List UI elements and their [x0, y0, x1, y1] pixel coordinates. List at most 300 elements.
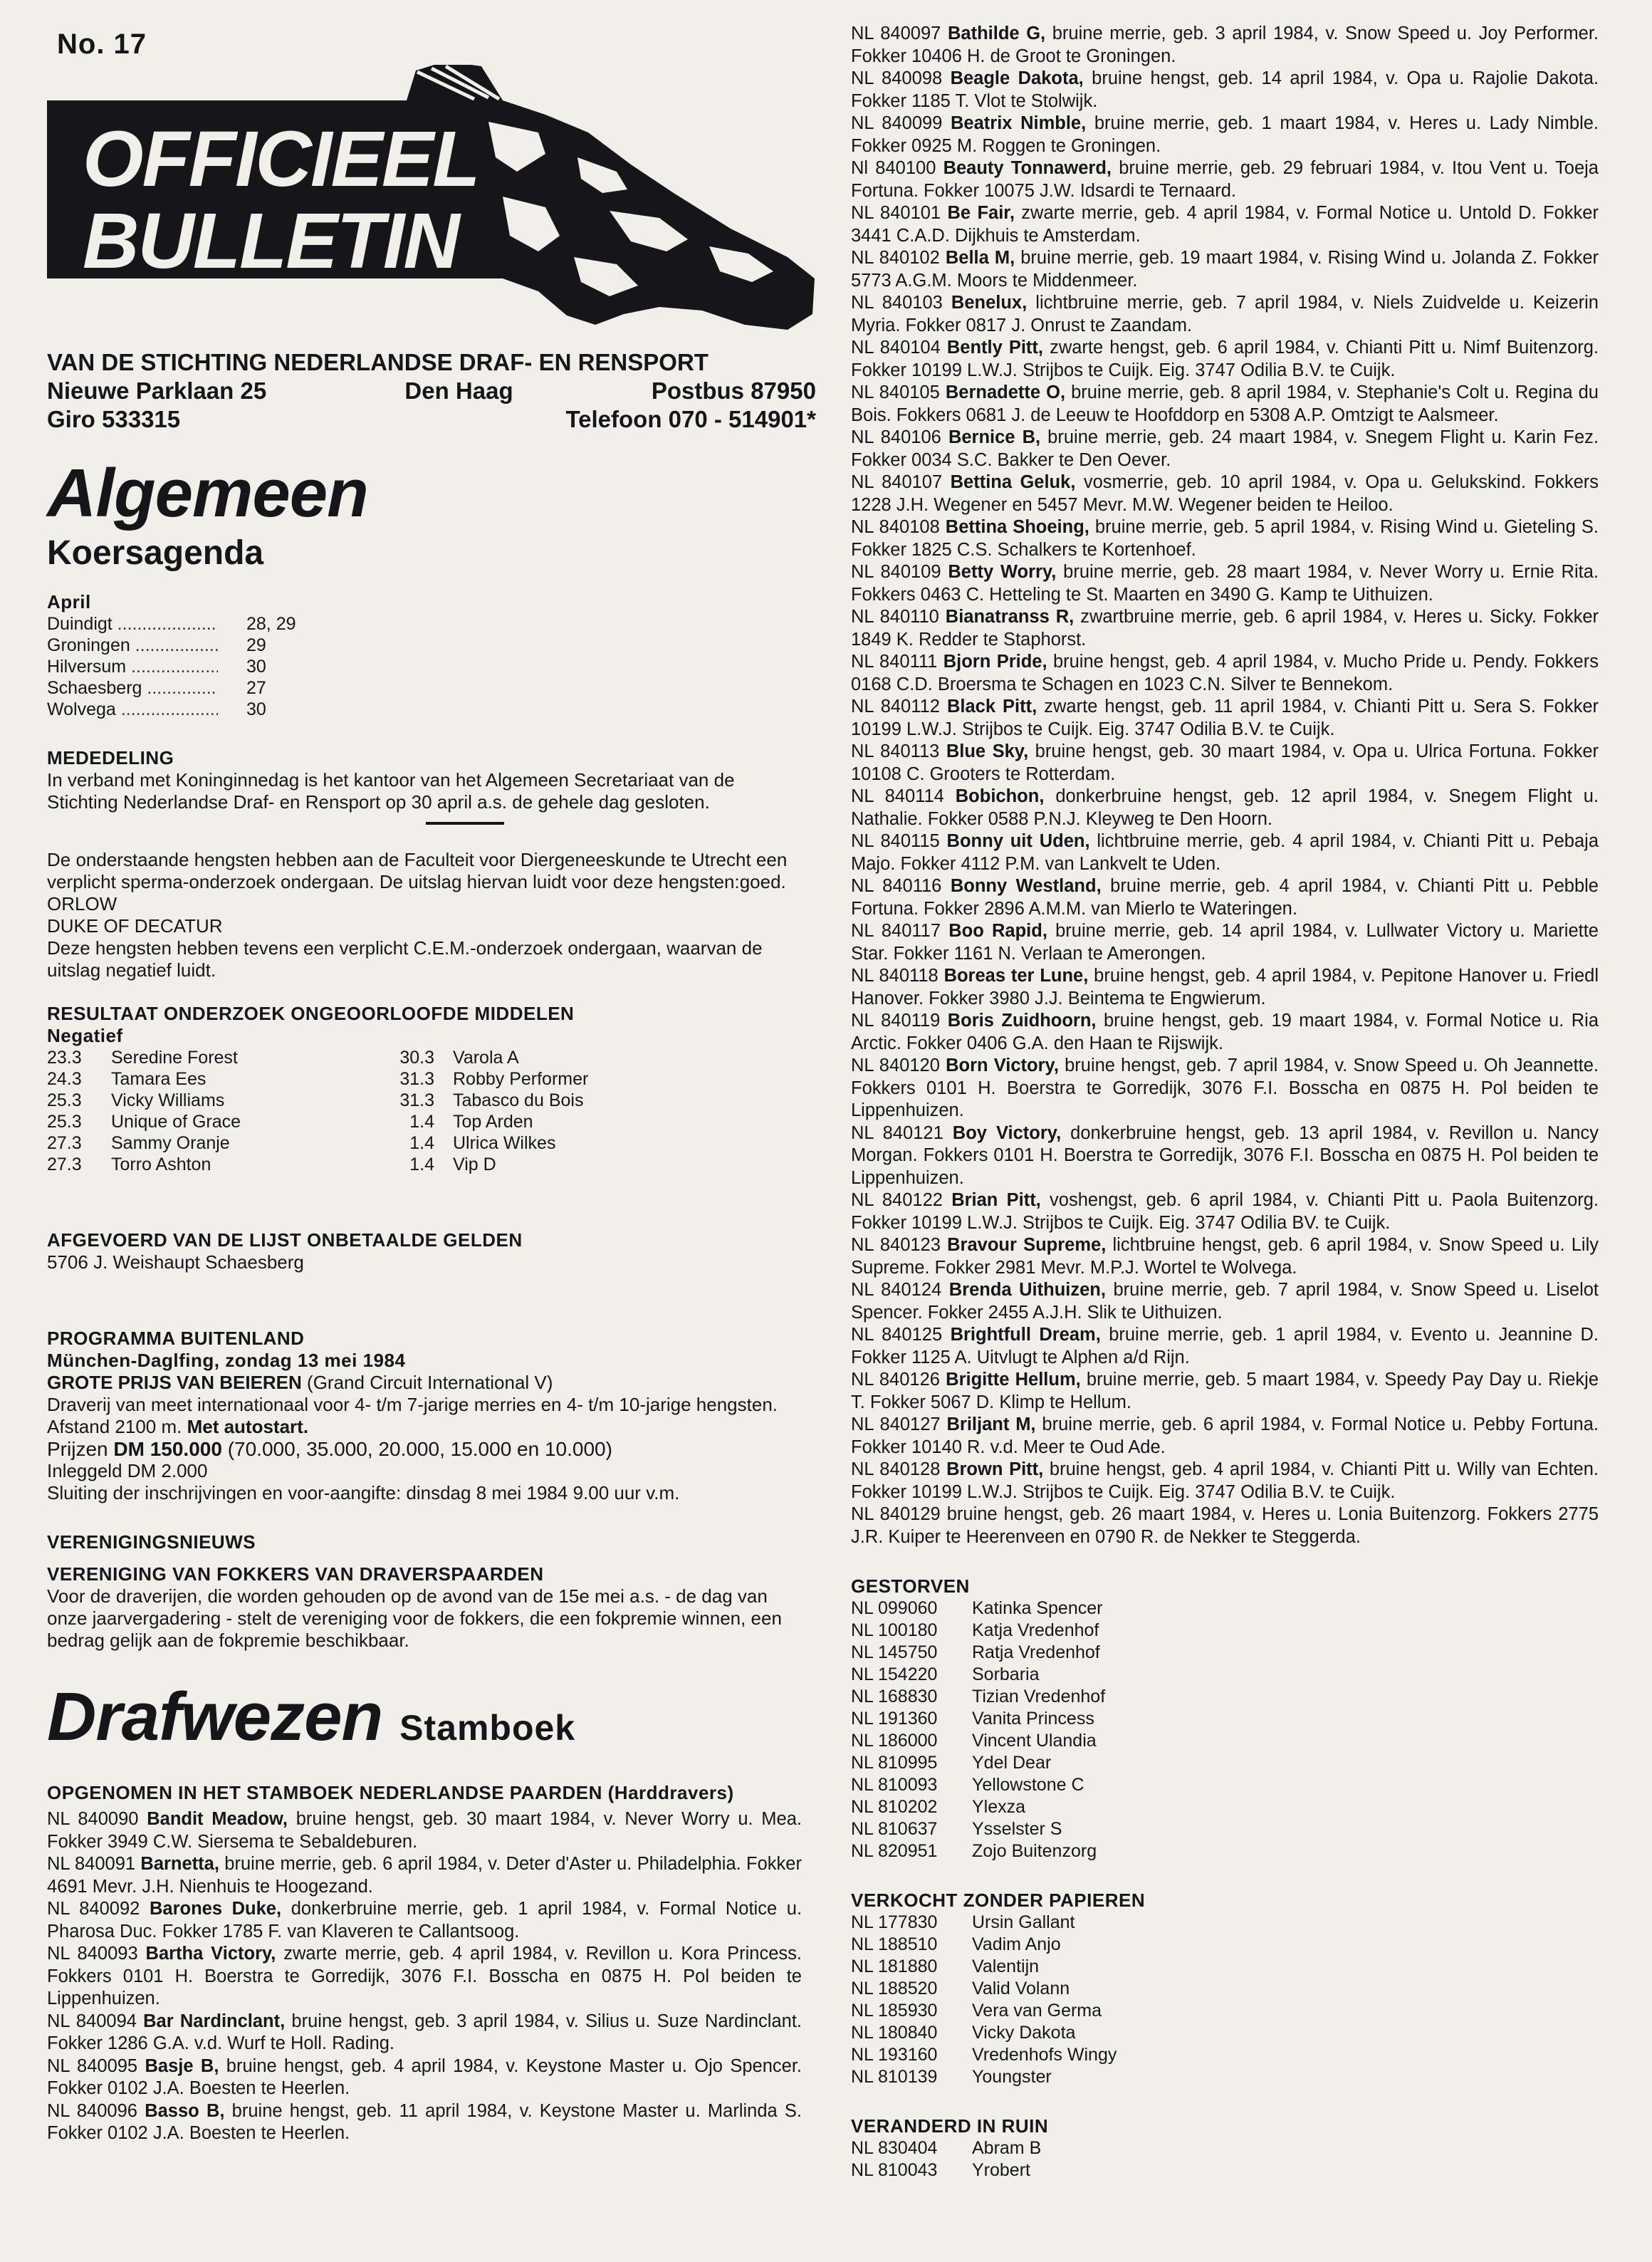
stud-entry: [851, 337, 1599, 382]
list-horse: Valid Volann: [972, 1979, 1070, 1998]
test-date: 25.3: [47, 1112, 82, 1132]
entry-id: NL 840120: [851, 1056, 940, 1075]
agenda-row: [47, 699, 802, 720]
entry-horse-name: Bandit Meadow,: [147, 1809, 288, 1829]
test-date: 27.3: [47, 1155, 82, 1174]
stud-entry: [851, 696, 1599, 741]
hengsten-block: [47, 849, 802, 981]
test-horse: Robby Performer: [453, 1069, 589, 1089]
test-horse: Vicky Williams: [111, 1090, 225, 1110]
entry-details: donkerbruine hengst, geb. 13 april 1984, v. Revillon u. Nancy Morgan. Fokkers 0101 H. Boerstra te Gorredijk, 3076 F.I. Bosscha en 0875 H. Pol beiden te Lippenhuizen.: [851, 1122, 1599, 1188]
stud-entry: [851, 786, 1599, 830]
agenda-dates: 30: [246, 699, 266, 719]
stud-entry: [851, 830, 1599, 875]
address: Nieuwe Parklaan 25: [47, 377, 267, 404]
ruin-heading: VERANDERD IN RUIN: [851, 2115, 1049, 2137]
entry-id: NL 840121: [851, 1122, 943, 1143]
issue-number: No. 17: [57, 28, 147, 60]
list-horse: Ursin Gallant: [972, 1912, 1075, 1932]
verkocht-heading: VERKOCHT ZONDER PAPIEREN: [851, 1890, 1146, 1911]
entry-horse-name: Brigitte Hellum,: [946, 1370, 1081, 1390]
entry-details: zwartbruine merrie, geb. 6 april 1984, v. Heres u. Sicky. Fokker 1849 K. Redder te Staphorst.: [851, 607, 1599, 650]
entry-details: bruine hengst, geb. 4 april 1984, v. Mucho Pride u. Pendy. Fokkers 0168 C.D. Broersma te Schagen en 1023 C.N. Silver te Bennekom.: [851, 652, 1599, 694]
afgevoerd-block: [47, 1229, 802, 1273]
list-id: NL 810139: [851, 2067, 938, 2087]
entry-horse-name: Bobichon,: [955, 786, 1045, 806]
entry-horse-name: Betty Worry,: [948, 562, 1057, 582]
list-id: NL 154220: [851, 1664, 938, 1684]
test-horse: Unique of Grace: [111, 1112, 241, 1132]
stud-entry: [851, 1055, 1599, 1122]
entry-id: NL 840116: [851, 876, 942, 896]
list-id: NL 188520: [851, 1979, 938, 1998]
entry-details: vosmerrie, geb. 10 april 1984, v. Opa u. Gelukskind. Fokkers 1228 J.H. Wegener en 5457 Mevr. M.W. Wegener beiden te Heiloo.: [851, 472, 1599, 515]
entry-id: NL 840117: [851, 921, 941, 941]
list-horse: Sorbaria: [972, 1664, 1040, 1684]
entry-horse-name: Brenda Uithuizen,: [948, 1280, 1106, 1300]
test-horse: Sammy Oranje: [111, 1133, 230, 1153]
stud-entry: [851, 1414, 1599, 1459]
stud-entry: [851, 113, 1599, 157]
stud-entry: [851, 516, 1599, 561]
conditions-text: Draverij van meet internationaal voor 4- t/m 7-jarige merries en 4- t/m 10-jarige hengsten. Afstand 2100 m.: [47, 1394, 778, 1437]
afgevoerd-heading: AFGEVOERD VAN DE LIJST ONBETAALDE GELDEN: [47, 1229, 523, 1251]
entry-id: NL 840107: [851, 472, 943, 492]
test-horse: Vip D: [453, 1155, 496, 1174]
entry-horse-name: Bella M,: [945, 248, 1015, 268]
vereniging-text: Voor de draverijen, die worden gehouden op de avond van de 15e mei a.s. - de dag van onze jaarvergadering - stelt de vereniging voor de fokkers, die een fokpremie winnen, een bedrag gelijk aan de fokpremie beschikbaar.: [47, 1585, 782, 1651]
stamboek-subtitle: Stamboek: [399, 1708, 576, 1748]
entry-horse-name: Blue Sky,: [946, 741, 1029, 761]
list-horse: Tizian Vredenhof: [972, 1687, 1106, 1706]
title-line-2: BULLETIN: [83, 197, 459, 285]
stud-entry: [47, 1808, 802, 1853]
entry-details: lichtbruine merrie, geb. 4 april 1984, v. Chianti Pitt u. Pebaja Majo. Fokker 4112 P.M. van Lankvelt te Uden.: [851, 831, 1599, 874]
stud-entries-right: [851, 23, 1599, 1548]
telefoon: Telefoon 070 - 514901*: [565, 406, 816, 432]
entry-horse-name: Bjorn Pride,: [943, 652, 1047, 672]
entry-id: NL 840103: [851, 293, 943, 313]
entry-details: zwarte hengst, geb. 6 april 1984, v. Chianti Pitt u. Nimf Buitenzorg. Fokker 10199 L.W.J. Strijbos te Cuijk. Eig. 3747 Odilia B.V. te Cuijk.: [851, 338, 1599, 380]
race-name: GROTE PRIJS VAN BEIEREN: [47, 1372, 302, 1393]
entry-horse-name: Boreas ter Lune,: [943, 966, 1089, 986]
publisher-name: VAN DE STICHTING NEDERLANDSE DRAF- EN RENSPORT: [47, 349, 709, 375]
section-title-drafwezen: [47, 1679, 802, 1763]
entry-details: bruine merrie, geb. 14 april 1984, v. Lullwater Victory u. Mariette Star. Fokker 1161 N. Verlaan te Amerongen.: [851, 921, 1599, 964]
entry-horse-name: Be Fair,: [947, 203, 1015, 223]
entry-id: NL 840099: [851, 113, 943, 133]
list-horse: Valentijn: [972, 1956, 1040, 1976]
stud-entry: [851, 965, 1599, 1010]
list-horse: Ratja Vredenhof: [972, 1642, 1100, 1662]
entry-details: lichtbruine merrie, geb. 7 april 1984, v. Niels Zuidvelde u. Keizerin Myria. Fokker 0817 J. Onrust te Zaandam.: [851, 293, 1599, 335]
entry-id: NL 840101: [851, 203, 941, 223]
list-id: NL 145750: [851, 1642, 938, 1662]
entry-horse-name: Bianatranss R,: [945, 607, 1075, 627]
entry-horse-name: Basso B,: [145, 2100, 225, 2121]
programma-race: [47, 1372, 802, 1394]
resultaat-heading: RESULTAAT ONDERZOEK ONGEOORLOOFDE MIDDELEN: [47, 1003, 575, 1024]
list-id: NL 188510: [851, 1934, 938, 1954]
stud-entry: [851, 1122, 1599, 1190]
entry-id: NL 840123: [851, 1235, 941, 1255]
entry-details: zwarte merrie, geb. 4 april 1984, v. Formal Notice u. Untold D. Fokker 3441 C.A.D. Dijkhuis te Amsterdam.: [851, 203, 1599, 246]
stud-entry: [47, 1898, 802, 1943]
stud-entry: [851, 1459, 1599, 1503]
agenda-row: [47, 613, 802, 635]
entry-horse-name: Bonny Westland,: [950, 876, 1102, 896]
entry-horse-name: Barones Duke,: [149, 1899, 282, 1919]
hengst-duke: DUKE OF DECATUR: [47, 915, 223, 937]
programma-location: München-Daglfing, zondag 13 mei 1984: [47, 1350, 406, 1371]
entry-id: NL 840091: [47, 1854, 136, 1874]
agenda-dates: 27: [246, 678, 266, 698]
entry-details: bruine hengst, geb. 11 april 1984, v. Keystone Master u. Marlinda S. Fokker 0102 J.A. Boesten te Heerlen.: [47, 2100, 803, 2143]
programma-heading: PROGRAMMA BUITENLAND: [47, 1328, 305, 1349]
entry-details: bruine hengst, geb. 3 april 1984, v. Silius u. Suze Nardinclant. Fokker 1286 G.A. v.d. Wurf te Holl. Rading.: [47, 2011, 803, 2053]
list-horse: Vanita Princess: [972, 1709, 1094, 1729]
list-id: NL 099060: [851, 1598, 938, 1618]
entry-details: bruine merrie, geb. 4 april 1984, v. Chianti Pitt u. Pebble Fortuna. Fokker 2896 A.M.M. van Mierlo te Wateringen.: [851, 876, 1599, 919]
entry-horse-name: Brian Pitt,: [951, 1190, 1041, 1210]
drafwezen-title: Drafwezen: [47, 1679, 383, 1755]
entry-id: NL 840102: [851, 248, 940, 268]
list-horse: Ylexza: [972, 1797, 1026, 1817]
entry-details: zwarte hengst, geb. 11 april 1984, v. Chianti Pitt u. Sera S. Fokker 10199 L.W.J. Strijbos te Cuijk. Eig. 3747 Odilia B.V. te Cuijk.: [851, 697, 1599, 739]
list-horse: Yrobert: [972, 2160, 1030, 2180]
entry-horse-name: Brown Pitt,: [946, 1459, 1044, 1479]
resultaat-block: [47, 1003, 802, 1175]
agenda-place: Groningen .....: [47, 635, 218, 656]
test-date: 31.3: [399, 1069, 434, 1089]
test-horse: Torro Ashton: [111, 1155, 211, 1174]
right-column: [851, 23, 1599, 2182]
entry-id: NL 840118: [851, 966, 939, 986]
agenda-row: [47, 677, 802, 699]
list-horse: Vicky Dakota: [972, 2023, 1076, 2043]
entry-horse-name: Born Victory,: [946, 1056, 1059, 1075]
list-horse: Katja Vredenhof: [972, 1620, 1099, 1640]
autostart-label: Met autostart.: [187, 1416, 309, 1437]
horse-head-logo: [47, 65, 816, 350]
stud-entry: [47, 1943, 802, 2011]
entry-horse-name: Boo Rapid,: [948, 921, 1047, 941]
agenda-place: Wolvega .....: [47, 699, 218, 720]
test-date: 23.3: [47, 1048, 82, 1068]
entry-horse-name: Bernice B,: [948, 427, 1041, 447]
entry-horse-name: Bathilde G,: [947, 24, 1046, 43]
entry-details: bruine hengst, geb. 4 april 1984, v. Keystone Master u. Ojo Spencer. Fokker 0102 J.A. Boesten te Heerlen.: [47, 2055, 802, 2098]
list-horse: Vincent Ulandia: [972, 1731, 1097, 1751]
entry-horse-name: Black Pitt,: [946, 697, 1037, 716]
vereniging-block: [47, 1531, 802, 1652]
list-id: NL 185930: [851, 2001, 938, 2021]
entry-details: bruine hengst, geb. 14 april 1984, v. Opa u. Rajolie Dakota. Fokker 1185 T. Vlot te Stolwijk.: [851, 68, 1599, 111]
hengst-orlow: ORLOW: [47, 893, 117, 914]
entry-horse-name: Boris Zuidhoorn,: [947, 1011, 1097, 1031]
test-horse: Ulrica Wilkes: [453, 1133, 556, 1153]
stud-entry: [47, 2100, 802, 2145]
test-horse: Tamara Ees: [111, 1069, 206, 1089]
entry-details: bruine merrie, geb. 1 april 1984, v. Evento u. Jeannine D. Fokker 1125 A. Uitvlugt te Alphen a/d Rijn.: [851, 1325, 1599, 1367]
entry-details: bruine hengst, geb. 30 maart 1984, v. Never Worry u. Mea. Fokker 3949 C.W. Siersema te Sebaldeburen.: [47, 1809, 802, 1852]
agenda-row: [47, 656, 802, 677]
test-date: 24.3: [47, 1069, 82, 1089]
entry-id: NL 840104: [851, 338, 941, 358]
entry-id: NL 840119: [851, 1011, 941, 1031]
entry-id: NL 840094: [47, 2011, 137, 2031]
entry-id: NL 840097: [851, 24, 941, 43]
publisher-contact-row: [47, 405, 816, 434]
test-horse: Seredine Forest: [111, 1048, 238, 1068]
entry-id: NL 840106: [851, 427, 941, 447]
agenda-dates: 29: [246, 635, 266, 655]
entry-details: lichtbruine hengst, geb. 6 april 1984, v. Snow Speed u. Lily Supreme. Fokker 2981 Mevr. M.P.J. Wortel te Wolvega.: [851, 1235, 1599, 1278]
entry-id: NL 840129: [851, 1504, 941, 1524]
entry-horse-name: Bonny uit Uden,: [946, 831, 1090, 851]
prijzen-total: DM 150.000: [113, 1438, 222, 1460]
entry-id: NL 840112: [851, 697, 940, 716]
prijzen-label: Prijzen: [47, 1438, 108, 1460]
stud-entry: [851, 292, 1599, 337]
entry-details: bruine hengst, geb. 26 maart 1984, v. Heres u. Lonia Buitenzorg. Fokkers 2775 J.R. Kuiper te Heerenveen en 0790 R. de Nekker te Steggerda.: [851, 1504, 1599, 1547]
test-results-grid: [47, 1047, 802, 1175]
list-horse: Zojo Buitenzorg: [972, 1841, 1097, 1861]
entry-details: bruine merrie, geb. 29 februari 1984, v. Itou Vent u. Toeja Fortuna. Fokker 10075 J.W. Idsardi te Ternaard.: [851, 158, 1599, 201]
entry-id: NL 840124: [851, 1280, 942, 1300]
list-id: NL 810637: [851, 1819, 938, 1839]
entry-horse-name: Bravour Supreme,: [947, 1235, 1107, 1255]
stud-entry: [851, 1234, 1599, 1279]
entry-id: NL 840114: [851, 786, 944, 806]
stud-entry: [851, 157, 1599, 202]
entry-horse-name: Bartha Victory,: [145, 1944, 276, 1964]
list-horse: Youngster: [972, 2067, 1052, 2087]
entry-horse-name: Bar Nardinclant,: [143, 2011, 286, 2031]
list-horse: Vredenhofs Wingy: [972, 2045, 1117, 2065]
entry-details: bruine hengst, geb. 19 maart 1984, v. Formal Notice u. Ria Arctic. Fokker 0406 G.A. den Haan te Rijswijk.: [851, 1011, 1599, 1053]
section-title-algemeen: Algemeen: [47, 455, 368, 531]
entry-details: bruine merrie, geb. 28 maart 1984, v. Never Worry u. Ernie Rita. Fokkers 0463 C. Hetteling te St. Maarten en 3490 G. Kamp te Uithuizen.: [851, 562, 1599, 605]
entry-id: NL 840125: [851, 1325, 943, 1345]
entry-horse-name: Benelux,: [951, 293, 1028, 313]
gestorven-list: [851, 1598, 1599, 1862]
verkocht-list: [851, 1912, 1599, 2088]
list-id: NL 810043: [851, 2160, 938, 2180]
left-column: [47, 28, 816, 2145]
test-date: 1.4: [409, 1133, 434, 1153]
entry-details: bruine merrie, geb. 19 maart 1984, v. Rising Wind u. Jolanda Z. Fokker 5773 A.G.M. Moors te Middenmeer.: [851, 248, 1599, 291]
entry-details: bruine merrie, geb. 5 maart 1984, v. Speedy Pay Day u. Riekje T. Fokker 5067 D. Klimp te Hellum.: [851, 1370, 1599, 1412]
stud-entry: [851, 247, 1599, 292]
entry-details: bruine hengst, geb. 4 april 1984, v. Pepitone Hanover u. Friedl Hanover. Fokker 3980 J.J. Beintema te Engwierum.: [851, 966, 1599, 1008]
list-id: NL 100180: [851, 1620, 938, 1640]
list-id: NL 180840: [851, 2023, 938, 2043]
publisher-address-row: [47, 377, 816, 405]
list-id: NL 177830: [851, 1912, 938, 1932]
list-id: NL 830404: [851, 2138, 938, 2158]
entry-id: NL 840092: [47, 1899, 140, 1919]
entry-id: NL 840108: [851, 517, 940, 537]
vereniging-heading: VERENIGINGSNIEUWS: [47, 1531, 256, 1553]
mededeling-block: [47, 747, 802, 813]
stud-entry: [851, 1503, 1599, 1548]
entry-horse-name: Bettina Shoeing,: [945, 517, 1089, 537]
stud-entry: [851, 741, 1599, 786]
entry-details: zwarte merrie, geb. 4 april 1984, v. Revillon u. Kora Princess. Fokkers 0101 H. Boerstra te Gorredijk, 3076 F.I. Bosscha en 0875 H. Pol beiden te Lippenhuizen.: [47, 1944, 803, 2008]
entry-id: NL 840127: [851, 1414, 941, 1434]
list-id: NL 810202: [851, 1797, 938, 1817]
race-agenda: [47, 591, 802, 720]
mededeling-heading: MEDEDELING: [47, 747, 174, 768]
stud-entry: [851, 471, 1599, 516]
stud-entry: [851, 1324, 1599, 1369]
entry-id: NL 840095: [47, 2055, 138, 2076]
test-horse: Tabasco du Bois: [453, 1090, 584, 1110]
stud-entry: [851, 202, 1599, 247]
mededeling-text: In verband met Koninginnedag is het kantoor van het Algemeen Secretariaat van de Stichting Nederlandse Draf- en Rensport op 30 april a.s. de gehele dag gesloten.: [47, 769, 735, 813]
test-date: 31.3: [399, 1090, 434, 1110]
hengsten-text: De onderstaande hengsten hebben aan de Faculteit voor Diergeneeskunde te Utrecht een verplicht sperma-onderzoek ondergaan. De uitslag hiervan luidt voor deze hengsten:goed.: [47, 849, 788, 892]
stud-entry: [851, 1010, 1599, 1055]
entry-horse-name: Bernadette O,: [945, 382, 1066, 402]
entry-details: bruine merrie, geb. 6 april 1984, v. Formal Notice u. Pebby Fortuna. Fokker 10140 R. v.d. Meer te Oud Ade.: [851, 1414, 1599, 1457]
entry-id: NL 840115: [851, 831, 940, 851]
stud-entry: [851, 382, 1599, 427]
agenda-place: Hilversum .....: [47, 656, 218, 677]
list-horse: Katinka Spencer: [972, 1598, 1103, 1618]
stud-entries-left: [47, 1808, 802, 2145]
entry-id: Nl 840100: [851, 158, 936, 178]
entry-horse-name: Bettina Geluk,: [950, 472, 1076, 492]
divider-rule: [426, 822, 504, 825]
entry-id: NL 840093: [47, 1944, 138, 1964]
entry-details: voshengst, geb. 6 april 1984, v. Chianti Pitt u. Paola Buitenzorg. Fokker 10199 L.W.J. Strijbos te Cuijk. Eig. 3747 Odilia BV. te Cuijk.: [851, 1190, 1599, 1233]
afgevoerd-text: 5706 J. Weishaupt Schaesberg: [47, 1251, 304, 1273]
opgenomen-heading: OPGENOMEN IN HET STAMBOEK NEDERLANDSE PAARDEN (Harddravers): [47, 1782, 734, 1803]
entry-details: bruine merrie, geb. 5 april 1984, v. Rising Wind u. Gieteling S. Fokker 1825 C.S. Schalkers te Kortenhoef.: [851, 517, 1599, 560]
agenda-dates: 30: [246, 657, 266, 677]
list-horse: Vadim Anjo: [972, 1934, 1061, 1954]
stud-entry: [851, 427, 1599, 471]
negatief-label: Negatief: [47, 1025, 123, 1046]
list-id: NL 193160: [851, 2045, 938, 2065]
list-horse: Ydel Dear: [972, 1753, 1052, 1773]
stud-entry: [851, 1369, 1599, 1414]
list-id: NL 168830: [851, 1687, 938, 1706]
list-id: NL 810093: [851, 1775, 938, 1795]
postbus: Postbus 87950: [651, 377, 816, 404]
city: Den Haag: [404, 377, 513, 404]
entry-details: bruine merrie, geb. 8 april 1984, v. Stephanie's Colt u. Regina du Bois. Fokkers 0681 J. de Leeuw te Hoofddorp en 5308 A.P. Omtzigt te Aalsmeer.: [851, 382, 1599, 425]
agenda-place: Schaesberg .....: [47, 677, 218, 699]
list-id: NL 186000: [851, 1731, 938, 1751]
stud-entry: [851, 875, 1599, 920]
race-series: (Grand Circuit International V): [307, 1372, 553, 1393]
sluiting: Sluiting der inschrijvingen en voor-aangifte: dinsdag 8 mei 1984 9.00 uur v.m.: [47, 1482, 680, 1503]
entry-details: bruine hengst, geb. 30 maart 1984, v. Opa u. Ulrica Fortuna. Fokker 10108 C. Grooters te Rotterdam.: [851, 741, 1599, 784]
cem-text: Deze hengsten hebben tevens een verplicht C.E.M.-onderzoek ondergaan, waarvan de uitslag negatief luidt.: [47, 937, 763, 981]
entry-horse-name: Beatrix Nimble,: [951, 113, 1087, 133]
entry-id: NL 840098: [851, 68, 943, 88]
stud-entry: [851, 1189, 1599, 1234]
list-horse: Abram B: [972, 2138, 1042, 2158]
title-line-1: OFFICIEEL: [83, 115, 479, 203]
stud-entry: [851, 68, 1599, 113]
entry-id: NL 840128: [851, 1459, 941, 1479]
entry-horse-name: Barnetta,: [140, 1854, 219, 1874]
stud-entry: [47, 2011, 802, 2055]
entry-id: NL 840111: [851, 652, 938, 672]
entry-details: bruine merrie, geb. 7 april 1984, v. Snow Speed u. Liselot Spencer. Fokker 2455 A.J.H. Slik te Uithuizen.: [851, 1280, 1599, 1323]
list-horse: Yellowstone C: [972, 1775, 1084, 1795]
entry-horse-name: Beagle Dakota,: [950, 68, 1084, 88]
opgenomen-block: [47, 1782, 802, 2145]
giro: Giro 533315: [47, 406, 181, 432]
list-horse: Ysselster S: [972, 1819, 1062, 1839]
test-date: 1.4: [409, 1155, 434, 1174]
stud-entry: [851, 23, 1599, 68]
entry-horse-name: Briljant M,: [946, 1414, 1036, 1434]
entry-id: NL 840096: [47, 2100, 137, 2121]
inleggeld: Inleggeld DM 2.000: [47, 1460, 208, 1481]
agenda-place: Duindigt .....: [47, 613, 218, 635]
vereniging-subheading: VERENIGING VAN FOKKERS VAN DRAVERSPAARDEN: [47, 1563, 544, 1585]
entry-details: bruine merrie, geb. 1 maart 1984, v. Heres u. Lady Nimble. Fokker 0925 M. Roggen te Groningen.: [851, 113, 1599, 156]
entry-details: bruine merrie, geb. 24 maart 1984, v. Snegem Flight u. Karin Fez. Fokker 0034 S.C. Bakker te Den Oever.: [851, 427, 1599, 470]
prijzen-line: [47, 1438, 802, 1460]
prijzen-breakdown: (70.000, 35.000, 20.000, 15.000 en 10.000): [227, 1438, 612, 1460]
test-date: 1.4: [409, 1112, 434, 1132]
list-id: NL 820951: [851, 1841, 938, 1861]
list-id: NL 181880: [851, 1956, 938, 1976]
entry-details: donkerbruine hengst, geb. 12 april 1984, v. Snegem Flight u. Nathalie. Fokker 0588 P.N.J. Kleyweg te Den Hoorn.: [851, 786, 1599, 829]
stud-entry: [851, 561, 1599, 606]
stud-entry: [47, 2055, 802, 2100]
stud-entry: [47, 1853, 802, 1898]
entry-horse-name: Brightfull Dream,: [950, 1325, 1101, 1345]
test-date: 27.3: [47, 1133, 82, 1153]
list-horse: Vera van Germa: [972, 2001, 1102, 2021]
ruin-list: [851, 2137, 1599, 2182]
entry-horse-name: Bently Pitt,: [946, 338, 1044, 358]
test-horse: Top Arden: [453, 1112, 533, 1132]
entry-details: bruine merrie, geb. 6 april 1984, v. Deter d'Aster u. Philadelphia. Fokker 4691 Mevr. J.H. Nienhuis te Hoogezand.: [47, 1854, 802, 1897]
entry-horse-name: Beauty Tonnawerd,: [943, 158, 1112, 178]
programma-block: [47, 1328, 802, 1504]
test-date: 25.3: [47, 1090, 82, 1110]
entry-horse-name: Basje B,: [145, 2055, 219, 2076]
stud-entry: [851, 920, 1599, 965]
test-horse: Varola A: [453, 1048, 519, 1068]
stud-entry: [851, 606, 1599, 651]
entry-id: NL 840090: [47, 1809, 139, 1829]
masthead: [47, 65, 816, 350]
entry-horse-name: Boy Victory,: [952, 1122, 1062, 1143]
entry-id: NL 840105: [851, 382, 940, 402]
stud-entry: [851, 651, 1599, 696]
stud-entry: [851, 1279, 1599, 1324]
list-id: NL 191360: [851, 1709, 938, 1729]
entry-id: NL 840110: [851, 607, 939, 627]
agenda-month: April: [47, 591, 91, 613]
entry-details: bruine merrie, geb. 3 april 1984, v. Snow Speed u. Joy Performer. Fokker 10406 H. de Groot te Groningen.: [851, 24, 1599, 66]
entry-id: NL 840122: [851, 1190, 943, 1210]
entry-details: donkerbruine merrie, geb. 1 april 1984, v. Formal Notice u. Pharosa Duc. Fokker 1785 F. van Klaveren te Callantsoog.: [47, 1899, 803, 1942]
entry-details: bruine hengst, geb. 7 april 1984, v. Snow Speed u. Oh Jeannette. Fokkers 0101 H. Boerstra te Gorredijk, 3076 F.I. Bosscha en 0875 H. Pol beiden te Lippenhuizen.: [851, 1056, 1599, 1120]
gestorven-heading: GESTORVEN: [851, 1575, 970, 1597]
subtitle-koersagenda: Koersagenda: [47, 534, 264, 572]
